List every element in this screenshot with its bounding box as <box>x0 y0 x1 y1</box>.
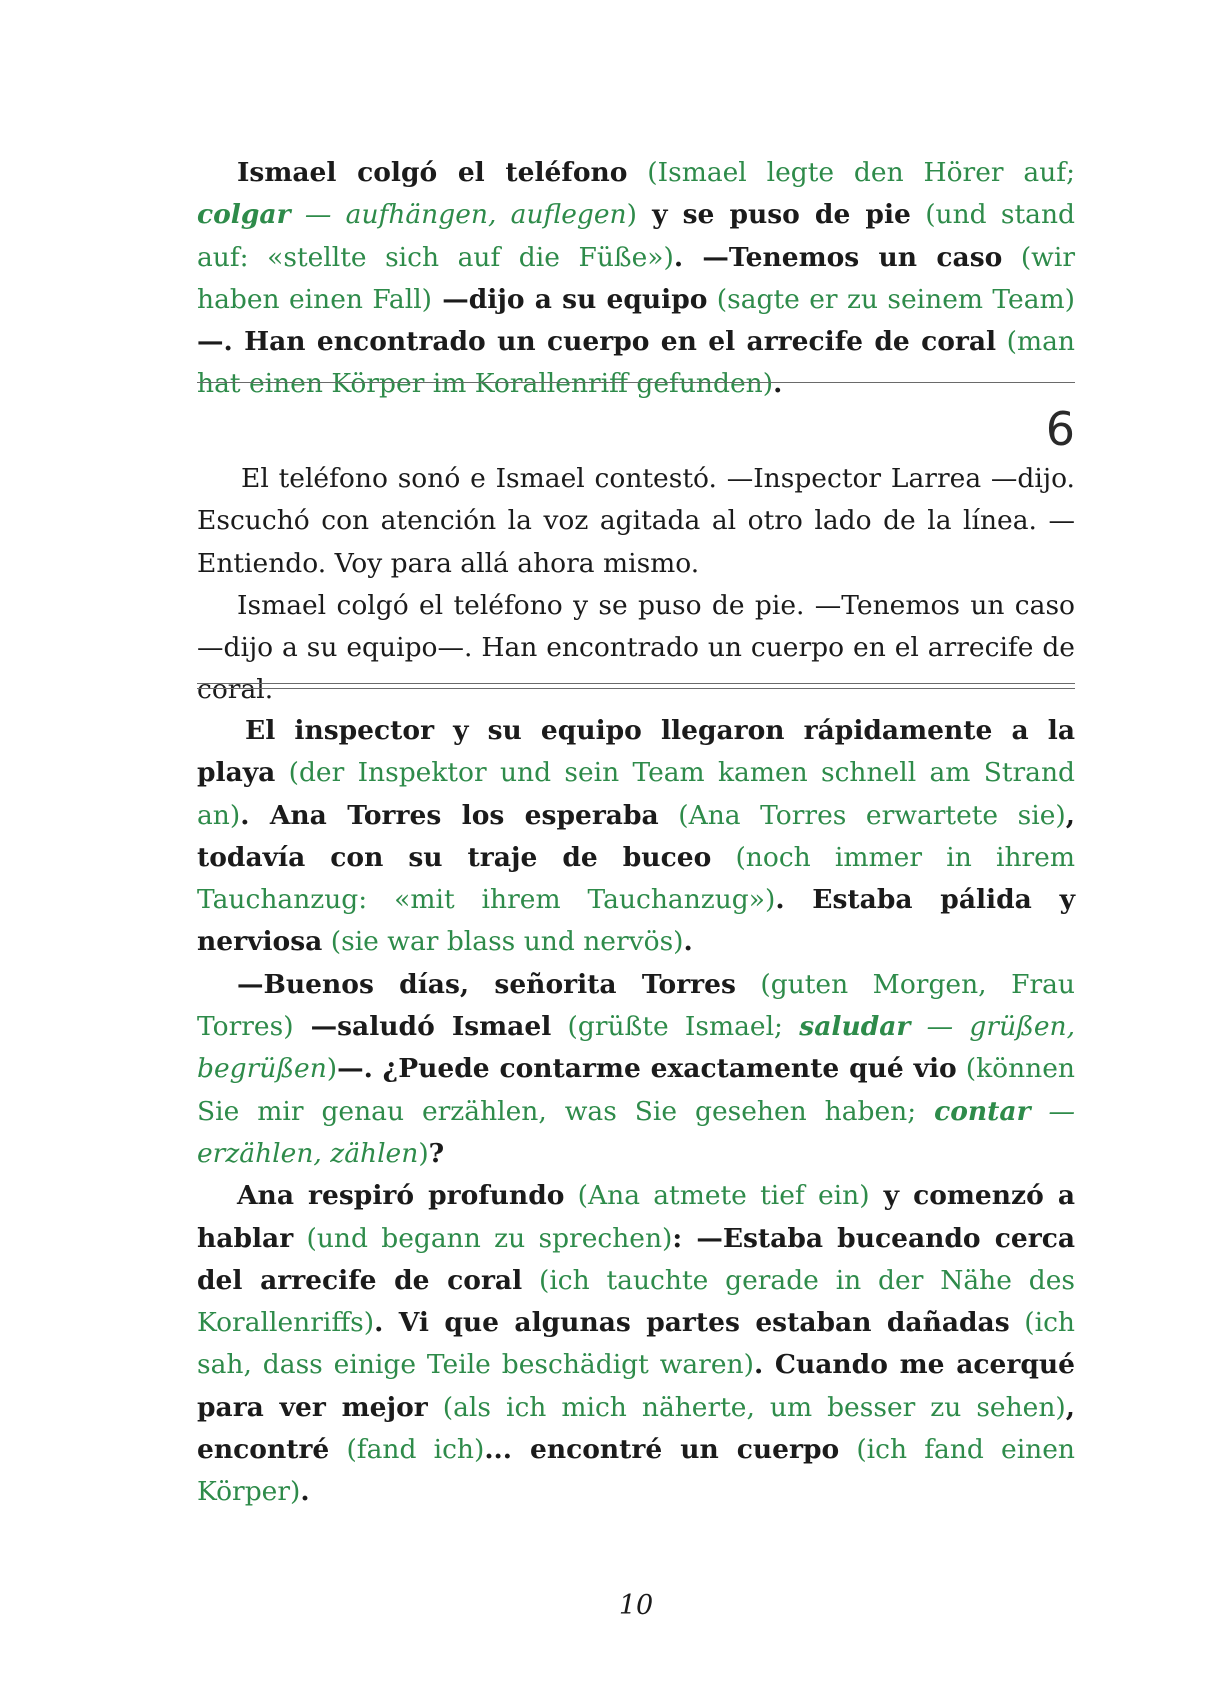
chapter-number: 6 <box>1045 402 1075 456</box>
german-gloss: ) <box>326 1053 338 1085</box>
spanish-text: . <box>300 1476 310 1508</box>
section-divider <box>197 382 1075 383</box>
spanish-text: y comenzó a hablar <box>197 1180 1075 1254</box>
bilingual-paragraph <box>197 152 1075 406</box>
spanish-text: . Vi que algunas partes estaban dañadas <box>374 1307 1010 1339</box>
german-gloss: (und stand auf: «stellte sich auf die Füße») <box>197 199 1075 273</box>
bilingual-section-top <box>197 152 1075 406</box>
german-gloss: (grüßte Ismael; <box>551 1011 800 1043</box>
spanish-text: —Buenos días, señorita Torres <box>237 968 736 1000</box>
plain-paragraph: El teléfono sonó e Ismael contestó. —Inspector Larrea —dijo. Escuchó con atención la voz agitada al otro lado de la línea. —Entiendo. Voy para allá ahora mismo. <box>197 463 1075 579</box>
spanish-text: , encontré <box>197 1391 1075 1466</box>
spanish-text: . <box>683 926 693 958</box>
german-gloss: (ich fand einen Körper) <box>197 1434 1076 1508</box>
german-gloss: (und begann zu sprechen) <box>293 1222 673 1254</box>
german-gloss: (Ismael legte den Hörer auf; <box>627 157 1076 188</box>
spanish-text: , todavía con su traje de buceo <box>197 799 1075 873</box>
german-gloss: ) <box>626 199 637 231</box>
german-gloss: (sie war blass und nervös) <box>322 926 684 958</box>
vocab-term: contar <box>934 1095 1031 1127</box>
german-gloss: — erzählen, zählen <box>197 1095 1075 1169</box>
german-gloss: ) <box>418 1137 429 1169</box>
german-gloss: (noch immer in ihrem Tauchanzug: «mit ihrem Tauchanzug») <box>197 841 1075 916</box>
spanish-text: —saludó Ismael <box>293 1011 552 1043</box>
german-gloss: (guten Morgen, Frau Torres) <box>197 968 1075 1043</box>
german-gloss: (Ana Torres erwartete sie) <box>658 799 1066 831</box>
spanish-text: Ana respiró profundo <box>237 1180 565 1212</box>
german-gloss: (ich sah, dass einige Teile beschädigt waren) <box>197 1307 1075 1381</box>
german-gloss: — grüßen, begrüßen <box>197 1011 1076 1085</box>
german-gloss: (sagte er zu seinem Team) <box>707 283 1075 315</box>
spanish-text: Ismael colgó el teléfono <box>237 157 628 188</box>
spanish-text: . <box>773 368 783 400</box>
plain-paragraph: Ismael colgó el teléfono y se puso de pie. —Tenemos un caso —dijo a su equipo—. Han encontrado un cuerpo en el arrecife de coral. <box>197 589 1075 706</box>
german-gloss: (man hat einen Körper im Korallenriff gefunden) <box>197 326 1075 400</box>
spanish-text: . —Tenemos un caso <box>673 241 1003 273</box>
vocab-term: colgar <box>197 199 291 231</box>
german-gloss: (wir haben einen Fall) <box>197 241 1075 315</box>
spanish-text: El inspector y su equipo llegaron rápidamente a la playa <box>197 715 1075 789</box>
german-gloss: (als ich mich näherte, um besser zu sehen) <box>427 1391 1066 1423</box>
spanish-text: . Estaba pálida y nerviosa <box>197 884 1075 958</box>
german-gloss: (ich tauchte gerade in der Nähe des Korallenriffs) <box>197 1264 1075 1339</box>
german-gloss: (können Sie mir genau erzählen, was Sie gesehen haben; <box>197 1053 1075 1127</box>
bilingual-paragraph <box>197 710 1075 964</box>
bilingual-paragraph <box>197 1175 1075 1513</box>
plain-text-section <box>197 458 1075 712</box>
page-number: 10 <box>618 1590 654 1621</box>
spanish-text: ? <box>428 1137 445 1169</box>
spanish-text: ... encontré un cuerpo <box>484 1434 840 1466</box>
vocab-term: saludar <box>799 1011 911 1043</box>
spanish-text: —. ¿Puede contarme exactamente qué vio <box>337 1053 957 1085</box>
spanish-text: —dijo a su equipo <box>432 283 708 315</box>
german-gloss: (der Inspektor und sein Team kamen schnell am Strand an) <box>197 757 1075 831</box>
spanish-text: —. Han encontrado un cuerpo en el arrecife de coral <box>197 326 997 358</box>
bilingual-paragraph <box>197 964 1075 1175</box>
spanish-text: y se puso de pie <box>636 199 911 231</box>
spanish-text: : —Estaba buceando cerca del arrecife de coral <box>197 1222 1075 1296</box>
spanish-text: . Cuando me acerqué para ver mejor <box>197 1349 1075 1423</box>
bilingual-section-bottom <box>197 710 1075 1514</box>
german-gloss: — aufhängen, auflegen <box>290 199 627 231</box>
german-gloss: (fand ich) <box>329 1434 485 1466</box>
spanish-text: . Ana Torres los esperaba <box>240 799 659 831</box>
german-gloss: (Ana atmete tief ein) <box>564 1180 870 1212</box>
double-section-divider <box>197 683 1075 689</box>
